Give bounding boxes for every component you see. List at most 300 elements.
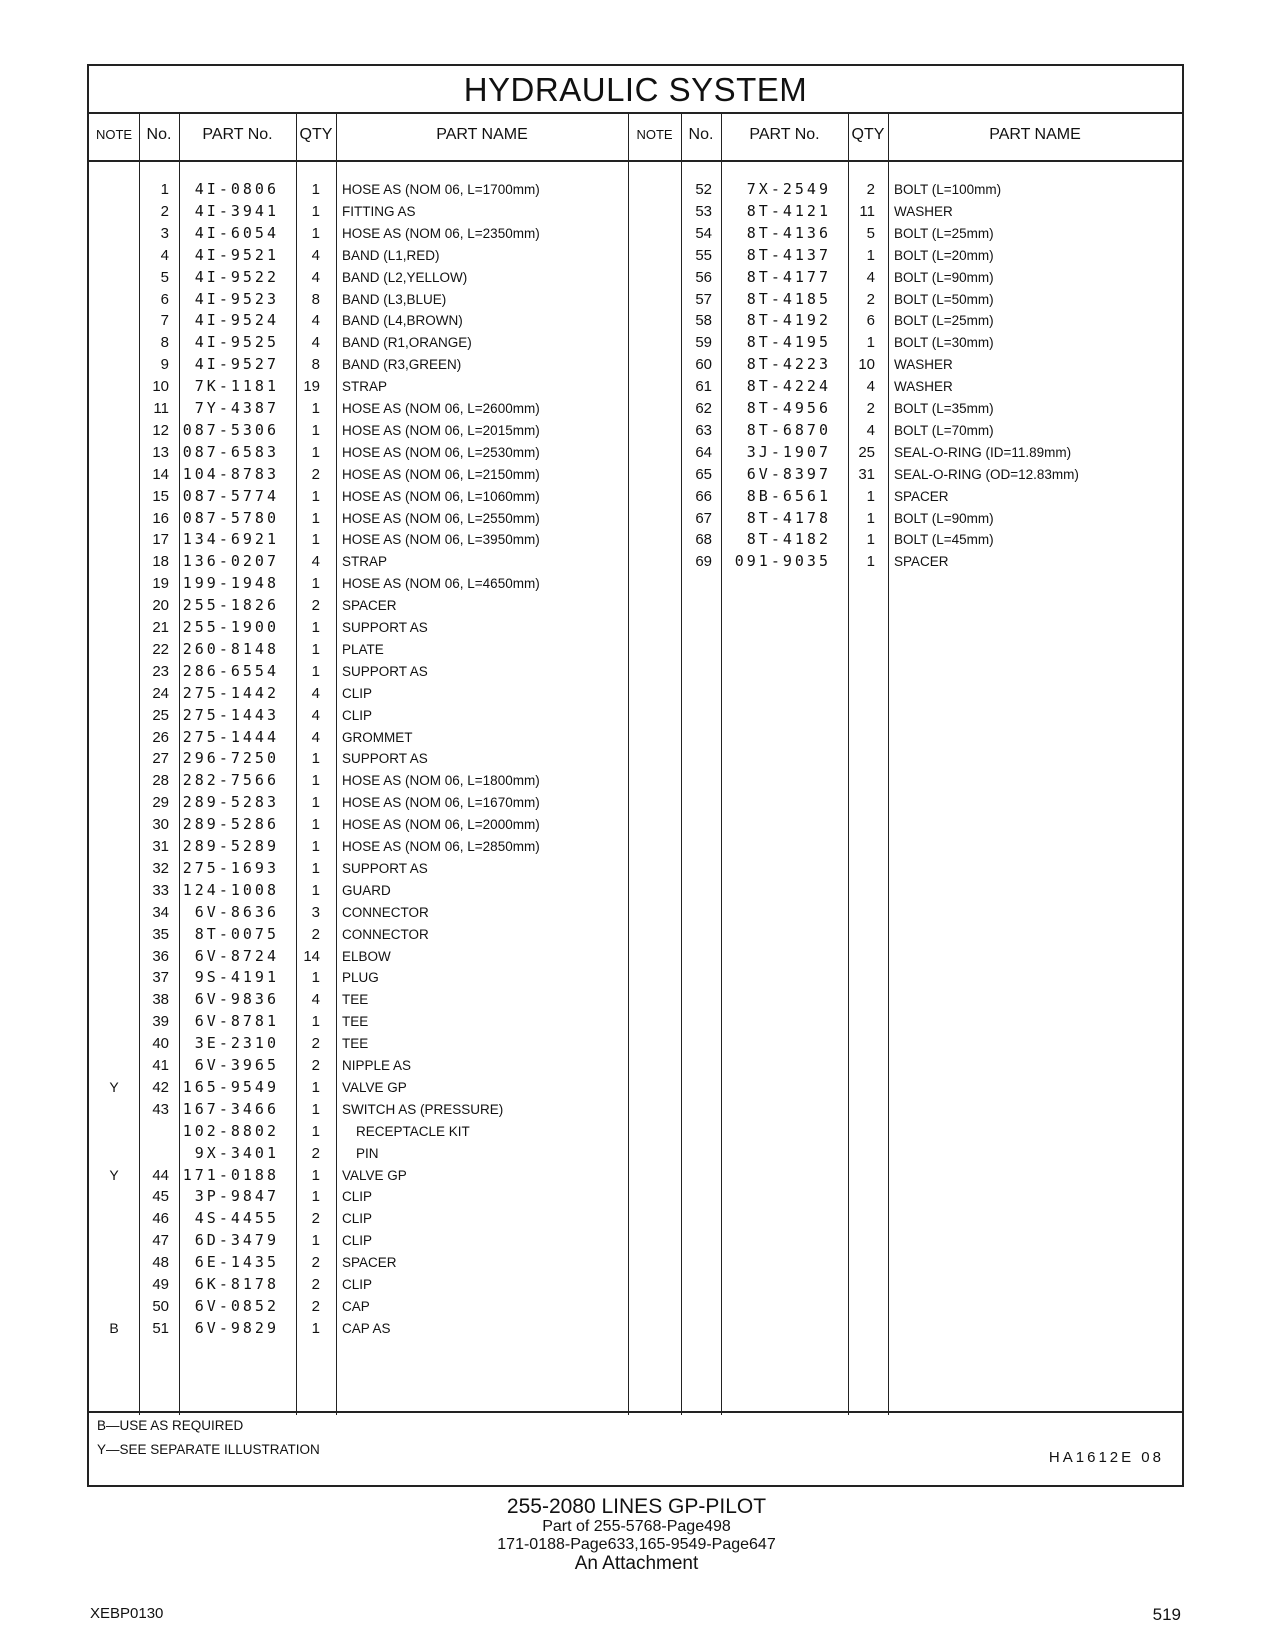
table-row (89, 1054, 1182, 1077)
row-part-name: HOSE AS (NOM 06, L=2000mm) (342, 817, 540, 833)
row-number: 27 (152, 750, 169, 768)
row-part-number: 8T-4956 (746, 399, 831, 417)
row-part-number: 6V-0852 (194, 1296, 279, 1315)
row-number: 66 (695, 487, 712, 505)
row-part-name: BAND (L4,BROWN) (342, 313, 463, 329)
row-part-number: 289-5286 (182, 815, 279, 834)
row-part-number: 275-1693 (182, 858, 279, 877)
row-number: 55 (695, 246, 712, 264)
row-quantity: 1 (311, 619, 320, 636)
table-header (89, 112, 1182, 162)
row-part-name: FITTING AS (342, 203, 416, 219)
legend-b: B—USE AS REQUIRED (97, 1418, 244, 1433)
row-number: 34 (152, 903, 169, 921)
row-number: 69 (695, 553, 712, 571)
row-part-number: 6V-8781 (194, 1012, 279, 1031)
table-row (89, 353, 1182, 376)
row-part-name: RECEPTACLE KIT (356, 1123, 470, 1139)
row-number: 24 (152, 684, 169, 702)
row-part-number: 8T-0075 (194, 924, 279, 943)
row-part-name: HOSE AS (NOM 06, L=1700mm) (342, 182, 540, 197)
table-row (89, 616, 1182, 639)
row-part-number: 8T-4121 (746, 201, 831, 220)
table-row (89, 638, 1182, 661)
row-number: 25 (152, 706, 169, 724)
row-quantity: 2 (311, 1057, 320, 1074)
row-number: 51 (152, 1319, 169, 1337)
row-part-number: 7X-2549 (746, 180, 831, 198)
row-part-number: 6V-3965 (194, 1056, 279, 1074)
row-part-name: BAND (L3,BLUE) (342, 291, 447, 307)
row-part-number: 3J-1907 (746, 442, 831, 461)
row-part-name: BOLT (L=35mm) (894, 401, 994, 416)
row-part-number: 8T-4224 (746, 377, 831, 396)
row-part-name: CLIP (342, 685, 373, 701)
row-part-number: 104-8783 (182, 464, 279, 483)
row-quantity: 2 (866, 290, 875, 308)
header-part-no-left: PART No. (202, 126, 273, 143)
row-part-name: PIN (356, 1145, 379, 1161)
table-row (89, 835, 1182, 858)
row-part-number: 199-1948 (182, 574, 279, 593)
row-quantity: 1 (311, 443, 320, 461)
row-quantity: 2 (311, 1254, 320, 1272)
row-quantity: 4 (866, 268, 875, 286)
row-number: 7 (160, 312, 169, 330)
row-part-number: 255-1826 (182, 596, 279, 615)
row-number: 41 (152, 1057, 169, 1074)
row-number: 22 (152, 640, 169, 658)
row-number: 43 (152, 1100, 169, 1118)
row-quantity: 1 (311, 816, 320, 834)
row-number: 5 (160, 268, 169, 286)
row-part-name: BOLT (L=70mm) (894, 422, 994, 438)
row-part-number: 275-1443 (182, 705, 279, 724)
row-number: 16 (152, 509, 169, 527)
table-row (89, 660, 1182, 683)
row-number: 12 (152, 421, 169, 439)
row-quantity: 3 (311, 903, 320, 921)
row-number: 35 (152, 925, 169, 943)
row-part-number: 260-8148 (182, 639, 279, 658)
row-quantity: 1 (311, 794, 320, 812)
row-part-number: 6E-1435 (194, 1253, 279, 1272)
row-quantity: 4 (866, 421, 875, 439)
row-quantity: 4 (311, 991, 320, 1009)
row-quantity: 1 (311, 224, 320, 242)
row-quantity: 2 (866, 181, 875, 198)
table-row (89, 178, 1182, 201)
row-part-name: HOSE AS (NOM 06, L=2530mm) (342, 444, 540, 460)
row-number: 44 (152, 1166, 169, 1184)
row-quantity: 5 (866, 224, 875, 242)
row-part-name: SPACER (894, 488, 949, 504)
row-part-name: CLIP (342, 1277, 373, 1292)
row-quantity: 1 (311, 750, 320, 768)
row-part-number: 4I-0806 (194, 180, 279, 198)
row-quantity: 1 (311, 1188, 320, 1206)
row-number: 10 (152, 378, 169, 396)
row-number: 40 (152, 1035, 169, 1053)
row-quantity: 1 (311, 487, 320, 505)
row-number: 61 (695, 378, 712, 396)
row-part-number: 9S-4191 (194, 968, 279, 987)
row-part-name: HOSE AS (NOM 06, L=2350mm) (342, 225, 540, 241)
row-quantity: 1 (311, 640, 320, 658)
row-part-number: 8T-4178 (746, 508, 831, 527)
table-row (89, 1229, 1182, 1252)
row-part-number: 8T-4195 (746, 333, 831, 352)
header-qty-right: QTY (851, 126, 885, 143)
row-number: 53 (695, 202, 712, 220)
row-part-name: HOSE AS (NOM 06, L=1800mm) (342, 773, 540, 789)
row-quantity: 1 (866, 531, 875, 549)
row-number: 13 (152, 443, 169, 461)
row-quantity: 2 (311, 1210, 320, 1228)
row-part-name: SPACER (342, 1255, 397, 1271)
table-row (89, 528, 1182, 551)
row-part-number: 9X-3401 (194, 1143, 279, 1162)
table-row (89, 463, 1182, 486)
row-quantity: 1 (866, 553, 875, 571)
row-quantity: 1 (311, 859, 320, 877)
row-number: 33 (152, 881, 169, 899)
row-number: 26 (152, 728, 169, 746)
row-quantity: 8 (311, 356, 320, 374)
row-number: 48 (152, 1254, 169, 1272)
caption-references: 171-0188-Page633,165-9549-Page647 (497, 1536, 776, 1553)
header-part-name-right: PART NAME (989, 126, 1081, 143)
table-row (89, 1251, 1182, 1274)
row-part-name: VALVE GP (342, 1167, 407, 1183)
row-part-number: 087-5774 (182, 486, 279, 505)
table-row (89, 1317, 1182, 1340)
row-quantity: 4 (311, 684, 320, 702)
row-number: 54 (695, 224, 712, 242)
table-row (89, 791, 1182, 814)
row-number: 45 (152, 1188, 169, 1206)
row-quantity: 1 (311, 1319, 320, 1337)
row-quantity: 14 (303, 947, 320, 965)
header-note-right: NOTE (636, 127, 673, 142)
row-part-name: BOLT (L=90mm) (894, 510, 994, 526)
row-number: 63 (695, 421, 712, 439)
row-number: 49 (152, 1276, 169, 1293)
row-part-number: 8B-6561 (746, 486, 831, 505)
row-number: 18 (152, 553, 169, 571)
row-part-name: BOLT (L=90mm) (894, 269, 994, 285)
row-part-name: TEE (342, 992, 369, 1008)
row-part-name: GROMMET (342, 729, 413, 745)
row-quantity: 2 (866, 400, 875, 417)
table-row (89, 966, 1182, 989)
row-part-name: BOLT (L=25mm) (894, 225, 994, 241)
row-part-name: VALVE GP (342, 1079, 407, 1095)
row-number: 32 (152, 859, 169, 877)
row-number: 67 (695, 509, 712, 527)
row-note: Y (109, 1078, 119, 1095)
row-note: Y (109, 1166, 119, 1183)
row-part-name: SPACER (342, 598, 397, 614)
row-part-name: CONNECTOR (342, 904, 429, 920)
row-note: B (109, 1319, 119, 1336)
row-quantity: 2 (311, 1035, 320, 1053)
table-row (89, 1076, 1182, 1099)
row-number: 28 (152, 772, 169, 790)
row-part-name: TEE (342, 1036, 369, 1052)
page-title: HYDRAULIC SYSTEM (89, 66, 1182, 114)
caption-title: 255-2080 LINES GP-PILOT (506, 1495, 767, 1518)
row-part-number: 102-8802 (182, 1121, 279, 1140)
row-number: 21 (152, 619, 169, 636)
row-quantity: 6 (866, 312, 875, 330)
header-qty-left: QTY (299, 126, 333, 143)
row-quantity: 4 (311, 706, 320, 724)
table-row (89, 397, 1182, 420)
footer-divider (89, 1411, 1182, 1413)
drawing-code: HA1612E 08 (1048, 1449, 1164, 1466)
row-part-number: 289-5283 (182, 793, 279, 812)
row-part-number: 4I-9521 (194, 245, 279, 264)
table-row (89, 594, 1182, 617)
row-part-number: 8T-4182 (746, 530, 831, 549)
row-part-number: 087-5306 (182, 420, 279, 439)
row-part-name: BAND (L2,YELLOW) (342, 269, 468, 285)
row-quantity: 2 (311, 925, 320, 943)
table-row (89, 704, 1182, 727)
row-part-number: 4I-9525 (194, 333, 279, 352)
row-number: 37 (152, 969, 169, 987)
table-row (89, 945, 1182, 968)
row-part-number: 134-6921 (182, 530, 279, 549)
row-part-number: 8T-4136 (746, 223, 831, 242)
row-part-name: BOLT (L=30mm) (894, 335, 994, 351)
row-part-name: SUPPORT AS (342, 663, 428, 679)
parts-table-frame (87, 64, 1184, 1487)
table-row (89, 1273, 1182, 1296)
row-quantity: 1 (311, 1013, 320, 1031)
row-part-name: PLATE (342, 641, 384, 657)
row-part-name: CLIP (342, 707, 373, 723)
row-number: 3 (160, 224, 169, 242)
row-number: 38 (152, 991, 169, 1009)
row-number: 64 (695, 443, 712, 461)
document-id: XEBP0130 (90, 1605, 164, 1622)
table-row (89, 550, 1182, 573)
table-row (89, 1098, 1182, 1121)
row-quantity: 2 (311, 597, 320, 615)
row-quantity: 31 (858, 465, 875, 483)
row-part-number: 136-0207 (182, 552, 279, 571)
row-part-number: 6V-9836 (194, 990, 279, 1009)
row-quantity: 2 (311, 465, 320, 483)
row-number: 60 (695, 356, 712, 374)
row-part-name: HOSE AS (NOM 06, L=3950mm) (342, 532, 540, 548)
row-part-number: 8T-4185 (746, 289, 831, 308)
row-quantity: 4 (311, 246, 320, 264)
row-quantity: 1 (311, 421, 320, 439)
row-quantity: 1 (311, 772, 320, 790)
row-number: 23 (152, 662, 169, 680)
table-row (89, 244, 1182, 267)
row-part-name: SUPPORT AS (342, 751, 428, 767)
row-part-name: BOLT (L=25mm) (894, 313, 994, 329)
table-row (89, 1207, 1182, 1230)
row-part-number: 3E-2310 (194, 1034, 279, 1053)
row-part-number: 4I-6054 (194, 223, 279, 242)
row-quantity: 1 (866, 246, 875, 264)
row-number: 68 (695, 531, 712, 549)
row-number: 65 (695, 465, 712, 483)
table-row (89, 879, 1182, 902)
row-number: 2 (160, 202, 169, 220)
row-part-name: WASHER (894, 203, 953, 219)
row-part-name: CONNECTOR (342, 926, 429, 942)
row-part-number: 6D-3479 (194, 1231, 279, 1250)
row-part-name: HOSE AS (NOM 06, L=4650mm) (342, 576, 540, 592)
row-part-number: 4I-9522 (194, 267, 279, 286)
row-part-number: 275-1442 (182, 683, 279, 702)
row-quantity: 1 (311, 531, 320, 549)
row-part-number: 289-5289 (182, 837, 279, 855)
row-quantity: 2 (311, 1144, 320, 1162)
table-row (89, 726, 1182, 749)
row-number: 36 (152, 947, 169, 965)
table-row (89, 288, 1182, 311)
row-part-number: 286-6554 (182, 661, 279, 680)
row-part-name: WASHER (894, 357, 953, 373)
row-part-number: 4I-9524 (194, 311, 279, 330)
row-number: 9 (160, 356, 169, 374)
table-row (89, 419, 1182, 442)
row-quantity: 8 (311, 290, 320, 308)
row-number: 52 (695, 181, 712, 198)
row-part-name: PLUG (342, 970, 379, 986)
row-number: 46 (152, 1210, 169, 1228)
row-quantity: 19 (303, 378, 320, 396)
row-quantity: 1 (311, 1078, 320, 1096)
row-number: 8 (160, 334, 169, 352)
row-quantity: 1 (311, 181, 320, 198)
row-part-name: WASHER (894, 379, 953, 395)
row-number: 30 (152, 816, 169, 834)
table-row (89, 1010, 1182, 1033)
table-row (89, 1142, 1182, 1165)
row-quantity: 4 (866, 378, 875, 396)
row-part-name: SWITCH AS (PRESSURE) (342, 1101, 504, 1117)
row-part-name: NIPPLE AS (342, 1058, 412, 1073)
row-part-number: 091-9035 (734, 552, 831, 571)
table-row (89, 988, 1182, 1011)
row-part-name: HOSE AS (NOM 06, L=2150mm) (342, 466, 540, 482)
row-quantity: 4 (311, 334, 320, 352)
row-part-name: BAND (L1,RED) (342, 247, 440, 263)
table-row (89, 901, 1182, 924)
row-number: 17 (152, 531, 169, 549)
row-number: 29 (152, 794, 169, 812)
row-part-number: 296-7250 (182, 749, 279, 768)
table-row (89, 309, 1182, 332)
table-row (89, 222, 1182, 245)
row-number: 39 (152, 1013, 169, 1031)
row-part-name: CLIP (342, 1211, 373, 1227)
row-part-name: BOLT (L=100mm) (894, 182, 1002, 197)
row-part-number: 255-1900 (182, 618, 279, 636)
row-part-name: BOLT (L=50mm) (894, 291, 994, 307)
row-part-number: 4S-4455 (194, 1209, 279, 1228)
table-row (89, 1295, 1182, 1318)
table-row (89, 813, 1182, 836)
row-quantity: 4 (311, 268, 320, 286)
row-part-name: BOLT (L=45mm) (894, 532, 994, 548)
row-quantity: 25 (858, 443, 875, 461)
row-part-number: 8T-4223 (746, 355, 831, 374)
row-quantity: 1 (866, 487, 875, 505)
row-number: 47 (152, 1232, 169, 1250)
table-row (89, 682, 1182, 705)
row-number: 19 (152, 575, 169, 593)
page-number: 519 (1152, 1605, 1181, 1624)
row-part-name: CAP AS (342, 1320, 391, 1336)
row-part-number: 165-9549 (182, 1077, 279, 1096)
row-part-name: STRAP (342, 554, 388, 570)
row-quantity: 1 (866, 509, 875, 527)
row-part-name: STRAP (342, 379, 388, 395)
header-part-name-left: PART NAME (436, 126, 528, 143)
row-part-number: 4I-9527 (194, 355, 279, 374)
row-part-name: CLIP (342, 1189, 373, 1205)
row-quantity: 1 (311, 1122, 320, 1140)
row-number: 42 (152, 1078, 169, 1096)
table-row (89, 485, 1182, 508)
row-part-name: SUPPORT AS (342, 860, 428, 876)
row-part-name: HOSE AS (NOM 06, L=1670mm) (342, 795, 540, 811)
header-no-left: No. (146, 126, 172, 143)
table-row (89, 200, 1182, 223)
row-quantity: 1 (311, 662, 320, 680)
row-number: 1 (160, 181, 169, 198)
table-row (89, 441, 1182, 464)
row-part-number: 6V-8724 (194, 946, 279, 965)
row-part-name: HOSE AS (NOM 06, L=2550mm) (342, 510, 540, 526)
table-row (89, 1164, 1182, 1187)
row-part-name: BAND (R1,ORANGE) (342, 335, 472, 351)
caption-attachment: An Attachment (574, 1553, 699, 1574)
row-quantity: 1 (311, 881, 320, 899)
table-row (89, 923, 1182, 946)
row-number: 59 (695, 334, 712, 352)
row-part-name: ELBOW (342, 948, 391, 964)
row-part-number: 3P-9847 (194, 1187, 279, 1206)
row-part-number: 8T-4177 (746, 267, 831, 286)
row-part-name: HOSE AS (NOM 06, L=2850mm) (342, 839, 540, 854)
row-quantity: 1 (311, 1232, 320, 1250)
row-part-number: 124-1008 (182, 880, 279, 899)
row-part-number: 275-1444 (182, 727, 279, 746)
row-part-name: SEAL-O-RING (OD=12.83mm) (894, 466, 1079, 482)
row-quantity: 1 (311, 838, 320, 855)
row-part-number: 171-0188 (182, 1165, 279, 1184)
row-part-number: 4I-9523 (194, 289, 279, 308)
row-part-number: 8T-4192 (746, 311, 831, 330)
row-quantity: 10 (858, 356, 875, 374)
row-part-name: BOLT (L=20mm) (894, 247, 994, 263)
row-number: 57 (695, 290, 712, 308)
row-quantity: 4 (311, 312, 320, 330)
table-row (89, 266, 1182, 289)
row-part-name: TEE (342, 1014, 369, 1030)
table-row (89, 331, 1182, 354)
